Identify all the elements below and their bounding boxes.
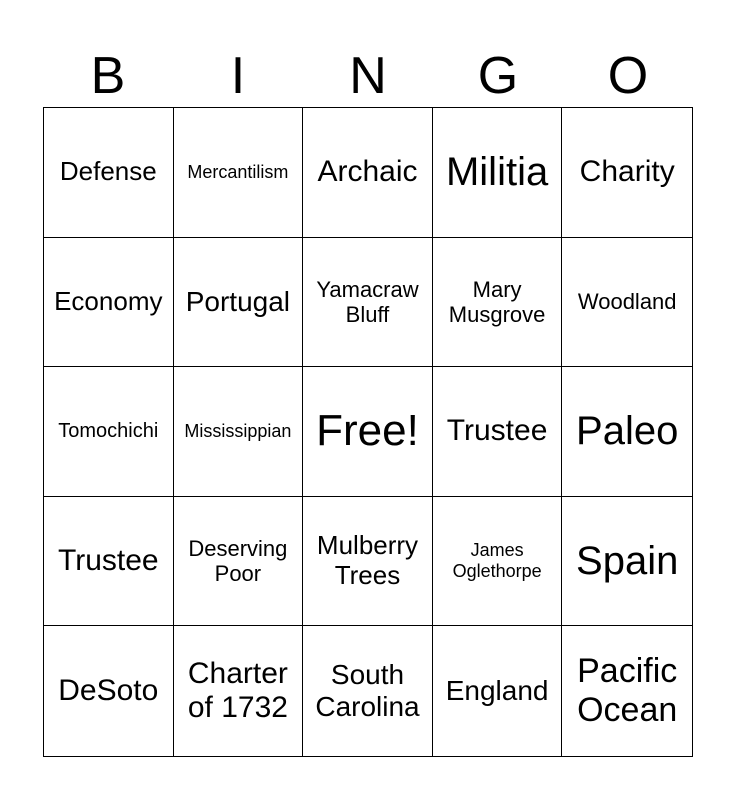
bingo-cell[interactable]: Economy xyxy=(44,238,174,368)
bingo-cell-free-space[interactable]: Free! xyxy=(303,367,433,497)
bingo-cell[interactable]: Pacific Ocean xyxy=(577,652,678,730)
bingo-cell[interactable]: Tomochichi xyxy=(44,367,174,497)
bingo-cell[interactable]: Woodland xyxy=(562,238,692,368)
bingo-board xyxy=(43,107,693,757)
bingo-cell[interactable]: South Carolina xyxy=(303,626,433,756)
bingo-cell[interactable]: Trustee xyxy=(44,497,174,627)
bingo-cell[interactable]: Archaic xyxy=(303,108,433,238)
bingo-cell[interactable]: Militia xyxy=(433,108,563,238)
bingo-cell[interactable]: Yamacraw Bluff xyxy=(303,238,433,368)
bingo-cell[interactable]: Paleo xyxy=(562,367,692,497)
bingo-cell[interactable]: Mercantilism xyxy=(174,108,304,238)
bingo-cell[interactable]: DeSoto xyxy=(44,626,174,756)
bingo-cell[interactable]: Trustee xyxy=(433,367,563,497)
bingo-cell[interactable]: Mulberry Trees xyxy=(303,497,433,627)
header-letter-g: G xyxy=(477,47,519,105)
bingo-cell[interactable]: Mississippian xyxy=(174,367,304,497)
bingo-cell[interactable]: Deserving Poor xyxy=(174,497,304,627)
bingo-cell[interactable]: Charity xyxy=(562,108,692,238)
bingo-cell[interactable]: Mary Musgrove xyxy=(433,238,563,368)
header-letter-i: I xyxy=(230,47,246,105)
header-letter-b: B xyxy=(90,47,126,105)
bingo-cell[interactable]: James Oglethorpe xyxy=(433,497,563,627)
bingo-cell[interactable]: Portugal xyxy=(174,238,304,368)
bingo-cell[interactable]: Charter of 1732 xyxy=(174,626,304,756)
header-letter-n: N xyxy=(349,47,387,105)
bingo-cell[interactable]: England xyxy=(433,626,563,756)
header-letter-o: O xyxy=(607,47,649,105)
bingo-cell[interactable]: Spain xyxy=(562,497,692,627)
bingo-cell[interactable]: Defense xyxy=(44,108,174,238)
bingo-header xyxy=(43,46,693,106)
